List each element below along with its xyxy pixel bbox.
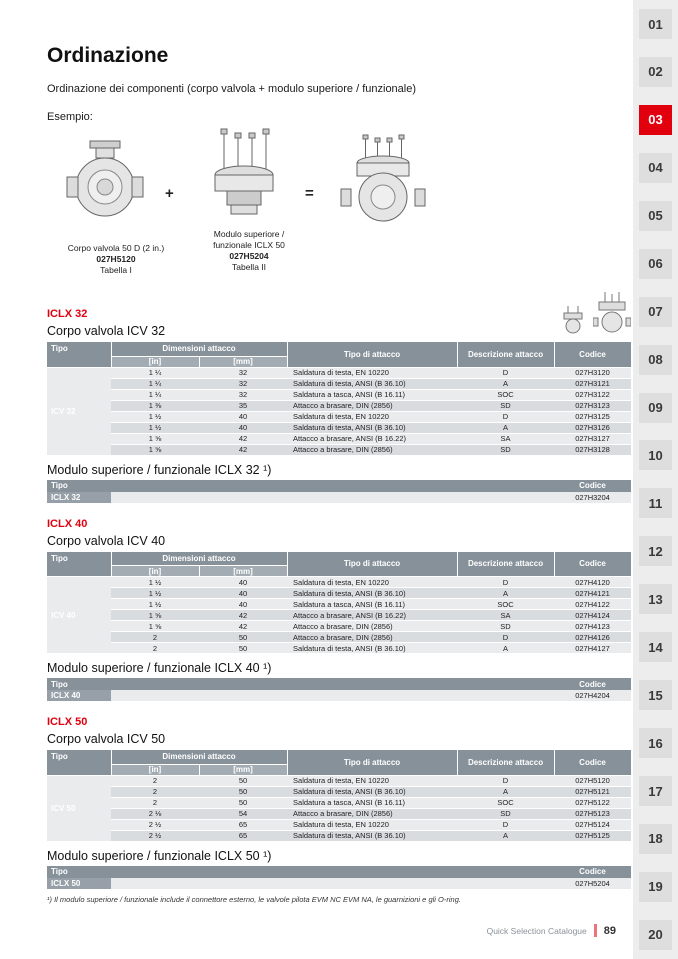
module-type-cell: ICLX 40 [47,690,111,701]
size-mm-cell: 65 [199,819,287,830]
iclx40-module-table [47,678,631,701]
connection-type-cell: Saldatura di testa, EN 10220 [287,411,457,422]
module-col-tipo: Tipo [47,866,111,878]
size-mm-cell: 50 [199,775,287,786]
chapter-tab-19: 19 [639,872,672,902]
size-in-cell: 1 ⅝ [111,433,199,444]
connection-type-cell: Attacco a brasare, ANSI (B 16.22) [287,610,457,621]
footer-catalogue-label: Quick Selection Catalogue [486,925,587,936]
connection-type-cell: Saldatura di testa, EN 10220 [287,819,457,830]
code-cell: 027H4123 [554,621,631,632]
caption-code: 027H5204 [229,251,269,261]
table-row [47,444,631,455]
size-in-cell: 1 ⅝ [111,444,199,455]
col-header-in: [in] [111,356,199,367]
iclx50-module-table [47,866,631,889]
chapter-tab-11: 11 [639,488,672,518]
table-row [47,786,631,797]
table-row [47,819,631,830]
connection-desc-cell: SD [457,808,554,819]
caption-line: funzionale ICLX 50 [213,240,285,250]
connection-desc-cell: SA [457,433,554,444]
section-heading-iclx40: ICLX 40 [47,517,88,530]
col-header-dimensioni: Dimensioni attacco [111,750,287,764]
chapter-tab-10: 10 [639,440,672,470]
connection-type-cell: Saldatura a tasca, ANSI (B 16.11) [287,389,457,400]
size-mm-cell: 32 [199,378,287,389]
connection-type-cell: Saldatura di testa, EN 10220 [287,367,457,378]
code-cell: 027H3120 [554,367,631,378]
module-col-fill [111,678,554,690]
module-title-iclx32: Modulo superiore / funzionale ICLX 32 ¹) [47,462,272,477]
col-header-codice: Codice [554,342,631,367]
page-content [47,0,633,904]
chapter-tab-01: 01 [639,9,672,39]
plus-sign: + [165,185,174,202]
connection-desc-cell: D [457,367,554,378]
connection-type-cell: Saldatura a tasca, ANSI (B 16.11) [287,797,457,808]
code-cell: 027H3121 [554,378,631,389]
size-in-cell: 1 ¼ [111,367,199,378]
modulo-image [197,127,291,230]
table-row [47,643,631,654]
body-title-icv40: Corpo valvola ICV 40 [47,533,166,548]
col-header-in: [in] [111,566,199,577]
connection-desc-cell: A [457,830,554,841]
connection-desc-cell: A [457,588,554,599]
code-cell: 027H3126 [554,422,631,433]
iclx32-module-table [47,480,631,503]
valve-icon-small [560,304,586,334]
module-type-cell: ICLX 50 [47,878,111,889]
col-header-codice: Codice [554,552,631,577]
module-code-cell: 027H5204 [554,878,631,889]
connection-desc-cell: SA [457,610,554,621]
table-row [47,577,631,588]
connection-desc-cell: A [457,643,554,654]
module-type-cell: ICLX 32 [47,492,111,503]
table-row [47,610,631,621]
code-cell: 027H4122 [554,599,631,610]
valve-type-cell: ICV 40 [47,577,111,654]
size-in-cell: 2 [111,775,199,786]
connection-type-cell: Saldatura di testa, ANSI (B 36.10) [287,786,457,797]
module-col-tipo: Tipo [47,480,111,492]
col-header-tipo-attacco: Tipo di attacco [287,750,457,775]
module-fill-cell [111,878,554,889]
code-cell: 027H4127 [554,643,631,654]
size-in-cell: 1 ¼ [111,378,199,389]
module-fill-cell [111,492,554,503]
module-fill-cell [111,690,554,701]
col-header-descrizione: Descrizione attacco [457,342,554,367]
chapter-tab-12: 12 [639,536,672,566]
page-subtitle: Ordinazione dei componenti (corpo valvola + modulo superiore / funzionale) [47,83,417,95]
connection-type-cell: Attacco a brasare, ANSI (B 16.22) [287,433,457,444]
size-in-cell: 1 ½ [111,599,199,610]
table-row [47,492,631,503]
icv40-table [47,552,632,655]
chapter-tab-14: 14 [639,632,672,662]
col-header-descrizione: Descrizione attacco [457,750,554,775]
connection-desc-cell: D [457,632,554,643]
code-cell: 027H3122 [554,389,631,400]
caption-line: Modulo superiore / [213,229,285,239]
size-mm-cell: 42 [199,444,287,455]
section-iclx-40 [47,518,633,702]
connection-type-cell: Saldatura di testa, EN 10220 [287,577,457,588]
valve-icon-large [593,290,631,334]
table-row [47,621,631,632]
corpo-valvola-caption [51,243,181,276]
size-mm-cell: 32 [199,367,287,378]
col-header-dimensioni: Dimensioni attacco [111,552,287,566]
code-cell: 027H3127 [554,433,631,444]
size-in-cell: 1 ½ [111,422,199,433]
connection-desc-cell: A [457,378,554,389]
code-cell: 027H3123 [554,400,631,411]
size-mm-cell: 32 [199,389,287,400]
connection-desc-cell: D [457,411,554,422]
corpo-valvola-image [65,139,145,226]
code-cell: 027H5120 [554,775,631,786]
table-row [47,588,631,599]
table-row [47,378,631,389]
connection-type-cell: Attacco a brasare, DIN (2856) [287,808,457,819]
code-cell: 027H3125 [554,411,631,422]
size-in-cell: 2 ⅛ [111,808,199,819]
chapter-tab-03: 03 [639,105,672,135]
code-cell: 027H4126 [554,632,631,643]
table-row [47,775,631,786]
module-col-codice: Codice [554,480,631,492]
code-cell: 027H4124 [554,610,631,621]
footer-page-number: 89 [603,924,616,937]
connection-type-cell: Attacco a brasare, DIN (2856) [287,621,457,632]
connection-type-cell: Saldatura di testa, ANSI (B 36.10) [287,588,457,599]
equals-sign: = [305,185,314,202]
size-in-cell: 1 ½ [111,588,199,599]
size-mm-cell: 40 [199,411,287,422]
section-heading-iclx50: ICLX 50 [47,716,88,728]
chapter-tab-05: 05 [639,201,672,231]
size-in-cell: 2 [111,643,199,654]
table-row [47,422,631,433]
size-mm-cell: 42 [199,610,287,621]
connection-type-cell: Saldatura di testa, ANSI (B 36.10) [287,830,457,841]
size-in-cell: 1 ½ [111,411,199,422]
code-cell: 027H5123 [554,808,631,819]
col-header-codice: Codice [554,750,631,775]
chapter-tab-02: 02 [639,57,672,87]
page-footer [487,924,616,937]
table-row [47,690,631,701]
modulo-caption [193,229,305,273]
chapter-tab-04: 04 [639,153,672,183]
example-label: Esempio: [47,111,93,123]
connection-type-cell: Attacco a brasare, DIN (2856) [287,444,457,455]
caption-line: Tabella I [100,265,132,275]
code-cell: 027H4121 [554,588,631,599]
table-row [47,400,631,411]
size-mm-cell: 42 [199,433,287,444]
connection-type-cell: Saldatura di testa, ANSI (B 36.10) [287,643,457,654]
section-heading-iclx32: ICLX 32 [47,308,88,320]
size-in-cell: 2 [111,632,199,643]
connection-type-cell: Saldatura a tasca, ANSI (B 16.11) [287,599,457,610]
size-mm-cell: 65 [199,830,287,841]
chapter-tab-20: 20 [639,920,672,950]
example-figure [47,127,633,293]
module-col-fill [111,866,554,878]
icv32-table [47,342,632,456]
table-row [47,808,631,819]
size-in-cell: 1 ⅜ [111,400,199,411]
table-row [47,632,631,643]
module-col-codice: Codice [554,678,631,690]
module-col-codice: Codice [554,866,631,878]
connection-desc-cell: D [457,775,554,786]
code-cell: 027H5122 [554,797,631,808]
body-title-icv32: Corpo valvola ICV 32 [47,324,166,338]
size-in-cell: 1 ¼ [111,389,199,400]
chapter-tab-09: 09 [639,393,672,423]
code-cell: 027H4120 [554,577,631,588]
connection-type-cell: Saldatura di testa, EN 10220 [287,775,457,786]
connection-desc-cell: D [457,577,554,588]
footnote: ¹) Il modulo superiore / funzionale include il connettore esterno, le valvole pilota EVM NC EVM NA, le guarnizioni e gli O-ring. [47,894,461,904]
code-cell: 027H3128 [554,444,631,455]
connection-desc-cell: D [457,819,554,830]
chapter-tab-18: 18 [639,824,672,854]
caption-line: Tabella II [231,262,267,272]
table-row [47,433,631,444]
icv50-table [47,750,632,842]
col-header-tipo: Tipo [47,552,111,577]
valve-type-cell: ICV 32 [47,367,111,455]
size-mm-cell: 40 [199,577,287,588]
size-mm-cell: 50 [199,797,287,808]
table-row [47,599,631,610]
connection-type-cell: Attacco a brasare, DIN (2856) [287,632,457,643]
col-header-tipo: Tipo [47,342,111,367]
col-header-dimensioni: Dimensioni attacco [111,342,287,356]
size-mm-cell: 50 [199,786,287,797]
size-mm-cell: 40 [199,422,287,433]
iclx32-valve-icons [560,290,631,334]
module-title-iclx50: Modulo superiore / funzionale ICLX 50 ¹) [47,848,272,863]
chapter-tab-16: 16 [639,728,672,758]
chapter-tab-strip [633,0,678,959]
col-header-descrizione: Descrizione attacco [457,552,554,577]
size-in-cell: 2 ½ [111,819,199,830]
col-header-mm: [mm] [199,356,287,367]
page-title: Ordinazione [47,44,169,67]
chapter-tab-15: 15 [639,680,672,710]
valve-type-cell: ICV 50 [47,775,111,841]
col-header-tipo: Tipo [47,750,111,775]
connection-desc-cell: SOC [457,599,554,610]
connection-desc-cell: SD [457,444,554,455]
size-mm-cell: 54 [199,808,287,819]
code-cell: 027H5124 [554,819,631,830]
module-title-iclx40: Modulo superiore / funzionale ICLX 40 ¹) [47,661,272,675]
connection-desc-cell: A [457,786,554,797]
size-in-cell: 1 ⅝ [111,610,199,621]
footer-divider [594,924,597,937]
table-row [47,411,631,422]
chapter-tab-08: 08 [639,345,672,375]
col-header-in: [in] [111,764,199,775]
section-iclx-50 [47,716,633,889]
size-in-cell: 2 ½ [111,830,199,841]
col-header-tipo-attacco: Tipo di attacco [287,552,457,577]
section-iclx-32 [47,308,633,503]
module-code-cell: 027H4204 [554,690,631,701]
code-cell: 027H5121 [554,786,631,797]
size-mm-cell: 35 [199,400,287,411]
code-cell: 027H5125 [554,830,631,841]
col-header-tipo-attacco: Tipo di attacco [287,342,457,367]
connection-desc-cell: SD [457,400,554,411]
size-mm-cell: 42 [199,621,287,632]
size-mm-cell: 50 [199,643,287,654]
module-col-fill [111,480,554,492]
connection-desc-cell: SOC [457,389,554,400]
valvola-assemblata-image [339,133,427,232]
table-row [47,830,631,841]
connection-desc-cell: A [457,422,554,433]
size-in-cell: 1 ½ [111,577,199,588]
connection-type-cell: Attacco a brasare, DIN (2856) [287,400,457,411]
table-row [47,389,631,400]
chapter-tab-07: 07 [639,297,672,327]
chapter-tab-17: 17 [639,776,672,806]
table-row [47,367,631,378]
connection-desc-cell: SD [457,621,554,632]
connection-type-cell: Saldatura di testa, ANSI (B 36.10) [287,378,457,389]
chapter-tab-13: 13 [639,584,672,614]
chapter-tab-06: 06 [639,249,672,279]
caption-line: Corpo valvola 50 D (2 in.) [67,243,165,253]
module-code-cell: 027H3204 [554,492,631,503]
table-row [47,797,631,808]
connection-type-cell: Saldatura di testa, ANSI (B 36.10) [287,422,457,433]
col-header-mm: [mm] [199,764,287,775]
size-mm-cell: 40 [199,588,287,599]
body-title-icv50: Corpo valvola ICV 50 [47,732,166,746]
size-in-cell: 2 [111,797,199,808]
size-mm-cell: 50 [199,632,287,643]
size-in-cell: 2 [111,786,199,797]
table-row [47,878,631,889]
col-header-mm: [mm] [199,566,287,577]
connection-desc-cell: SOC [457,797,554,808]
caption-code: 027H5120 [96,254,136,264]
module-col-tipo: Tipo [47,678,111,690]
size-in-cell: 1 ⅝ [111,621,199,632]
size-mm-cell: 40 [199,599,287,610]
